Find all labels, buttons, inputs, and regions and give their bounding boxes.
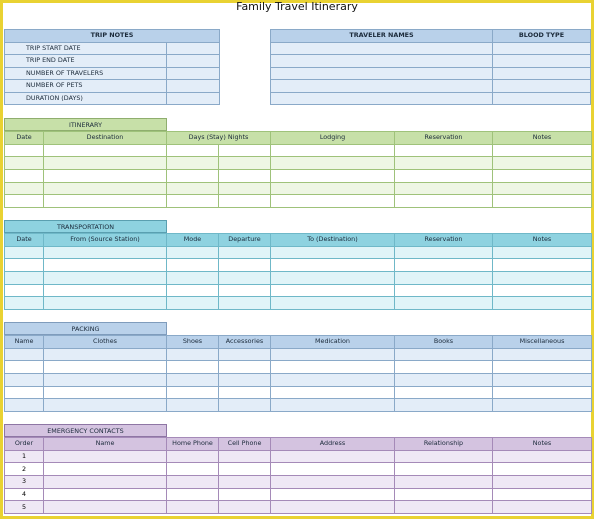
traveler-name-cell[interactable]: [271, 55, 493, 68]
table-row[interactable]: [5, 348, 592, 361]
itinerary-col-nights: Nights: [227, 133, 249, 142]
packing-col-miscellaneous: Miscellaneous: [493, 336, 592, 349]
packing-col-shoes: Shoes: [167, 336, 219, 349]
emergency-col-name: Name: [44, 438, 167, 451]
transport-col-date: Date: [5, 234, 44, 247]
table-row[interactable]: [5, 501, 592, 514]
transport-col-departure: Departure: [219, 234, 271, 247]
emergency-col-order: Order: [5, 438, 44, 451]
table-row[interactable]: [5, 195, 592, 208]
packing-col-name: Name: [5, 336, 44, 349]
itinerary-col-date: Date: [5, 132, 44, 145]
blood-type-cell[interactable]: [493, 55, 591, 68]
emergency-col-relationship: Relationship: [395, 438, 493, 451]
order-number: 5: [5, 501, 44, 514]
emergency-col-home-phone: Home Phone: [167, 438, 219, 451]
duration-days-label: DURATION (DAYS): [5, 92, 167, 105]
blood-type-cell[interactable]: [493, 80, 591, 93]
itinerary-col-lodging: Lodging: [271, 132, 395, 145]
table-row[interactable]: [5, 488, 592, 501]
trip-start-date-label: TRIP START DATE: [5, 42, 167, 55]
table-row[interactable]: [5, 361, 592, 374]
table-row[interactable]: [5, 463, 592, 476]
emergency-col-cell-phone: Cell Phone: [219, 438, 271, 451]
transport-col-mode: Mode: [167, 234, 219, 247]
traveler-name-cell[interactable]: [271, 67, 493, 80]
itinerary-col-reservation: Reservation: [395, 132, 493, 145]
order-number: 2: [5, 463, 44, 476]
traveler-name-cell[interactable]: [271, 80, 493, 93]
trip-end-date-value[interactable]: [167, 55, 220, 68]
itinerary-label: ITINERARY: [4, 118, 167, 131]
packing-col-accessories: Accessories: [219, 336, 271, 349]
transport-col-to: To (Destination): [271, 234, 395, 247]
duration-days-value[interactable]: [167, 92, 220, 105]
blood-type-cell[interactable]: [493, 42, 591, 55]
table-row[interactable]: [5, 399, 592, 412]
packing-table: [4, 335, 592, 412]
blood-type-cell[interactable]: [493, 92, 591, 105]
order-number: 4: [5, 488, 44, 501]
packing-col-books: Books: [395, 336, 493, 349]
order-number: 1: [5, 450, 44, 463]
itinerary-table: [4, 131, 592, 208]
table-row[interactable]: [5, 170, 592, 183]
table-row[interactable]: [5, 386, 592, 399]
traveler-name-cell[interactable]: [271, 42, 493, 55]
blood-type-cell[interactable]: [493, 67, 591, 80]
transportation-table: [4, 233, 592, 310]
table-row[interactable]: [5, 272, 592, 285]
order-number: 3: [5, 476, 44, 489]
number-of-pets-label: NUMBER OF PETS: [5, 80, 167, 93]
table-row[interactable]: [5, 157, 592, 170]
itinerary-col-days-nights: [167, 132, 271, 145]
trip-start-date-value[interactable]: [167, 42, 220, 55]
itinerary-col-days: Days (Stay): [188, 133, 226, 142]
table-row[interactable]: [5, 374, 592, 387]
trip-end-date-label: TRIP END DATE: [5, 55, 167, 68]
itinerary-col-notes: Notes: [493, 132, 592, 145]
transport-col-notes: Notes: [493, 234, 592, 247]
number-of-pets-value[interactable]: [167, 80, 220, 93]
page-title: Family Travel Itinerary: [236, 0, 358, 13]
blood-type-header: BLOOD TYPE: [493, 30, 591, 43]
itinerary-col-destination: Destination: [44, 132, 167, 145]
trip-notes-table: [4, 29, 220, 105]
table-row[interactable]: [5, 284, 592, 297]
table-row[interactable]: [5, 476, 592, 489]
packing-col-clothes: Clothes: [44, 336, 167, 349]
emergency-contacts-label: EMERGENCY CONTACTS: [4, 424, 167, 437]
packing-col-medication: Medication: [271, 336, 395, 349]
table-row[interactable]: [5, 259, 592, 272]
traveler-names-table: [270, 29, 591, 105]
emergency-contacts-table: [4, 437, 592, 514]
number-of-travelers-value[interactable]: [167, 67, 220, 80]
trip-notes-header: TRIP NOTES: [5, 30, 220, 43]
packing-label: PACKING: [4, 322, 167, 335]
emergency-col-address: Address: [271, 438, 395, 451]
traveler-names-header: TRAVELER NAMES: [271, 30, 493, 43]
transport-col-reservation: Reservation: [395, 234, 493, 247]
traveler-name-cell[interactable]: [271, 92, 493, 105]
table-row[interactable]: [5, 297, 592, 310]
table-row[interactable]: [5, 246, 592, 259]
transportation-label: TRANSPORTATION: [4, 220, 167, 233]
transport-col-from: From (Source Station): [44, 234, 167, 247]
table-row[interactable]: [5, 450, 592, 463]
table-row[interactable]: [5, 144, 592, 157]
table-row[interactable]: [5, 182, 592, 195]
emergency-col-notes: Notes: [493, 438, 592, 451]
number-of-travelers-label: NUMBER OF TRAVELERS: [5, 67, 167, 80]
